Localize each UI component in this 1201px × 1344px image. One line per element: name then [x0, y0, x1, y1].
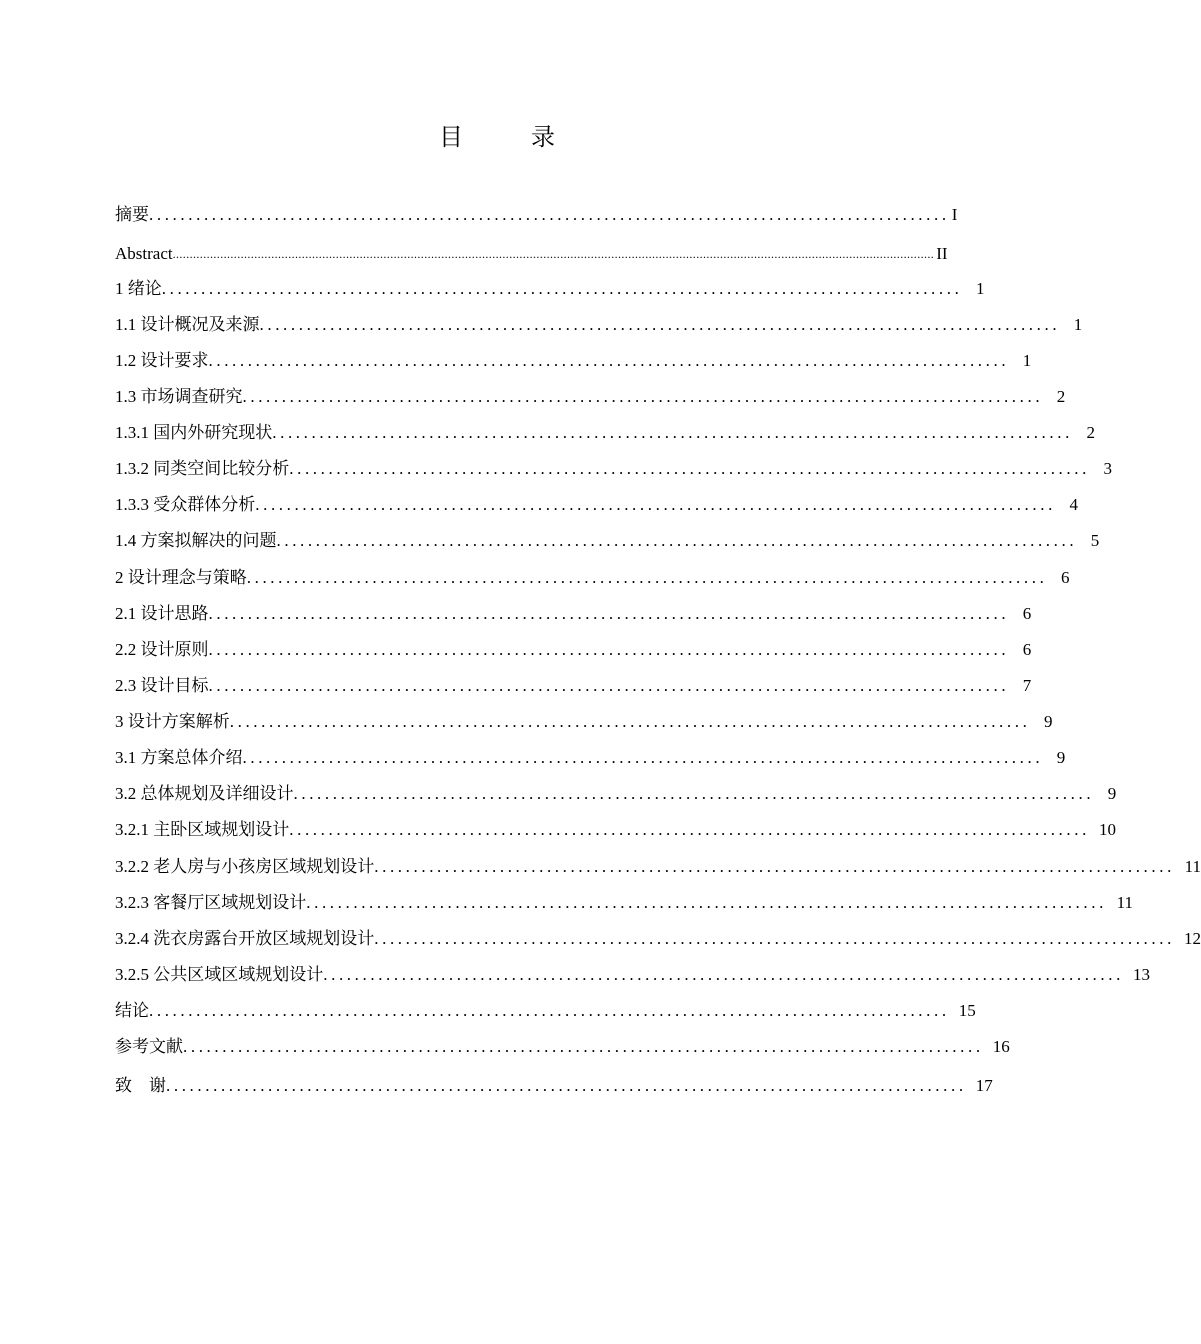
- toc-entry-abstract-cn[interactable]: [115, 202, 958, 226]
- toc-entry-label: 3.2.5 公共区域区域规划设计: [115, 965, 324, 984]
- toc-entry-section-1-3-2[interactable]: [115, 456, 1112, 480]
- toc-entry-abstract-en[interactable]: [115, 241, 948, 265]
- toc-entry-page: 11: [1116, 893, 1133, 912]
- toc-entry-page: 3: [1103, 459, 1112, 478]
- toc-leader-dots: ......................................................................................................: [149, 1001, 950, 1020]
- toc-entry-page: 6: [1060, 568, 1070, 587]
- toc-entry-section-1-1[interactable]: [115, 312, 1083, 336]
- toc-entry-page: 15: [958, 1001, 976, 1020]
- toc-entry-section-2-2[interactable]: [115, 637, 1032, 661]
- toc-entry-section-2-3[interactable]: [115, 673, 1032, 697]
- toc-leader-dots: ......................................................................................................: [149, 205, 950, 224]
- toc-entry-label: 3 设计方案解析: [115, 712, 230, 731]
- toc-entry-section-1-3[interactable]: [115, 384, 1066, 408]
- toc-entry-label: 1.3.3 受众群体分析: [115, 495, 256, 514]
- toc-leader-dots: ......................................................................................................: [323, 965, 1124, 984]
- toc-leader-dots: ......................................................................................................: [374, 929, 1175, 948]
- toc-leader-dots: ......................................................................................................: [289, 459, 1090, 478]
- toc-entry-conclusion[interactable]: [115, 998, 976, 1022]
- toc-leader-dots: ......................................................................................................: [208, 604, 1010, 623]
- toc-entry-page: 5: [1090, 531, 1100, 550]
- toc-leader-dots: ......................................................................................................: [208, 640, 1010, 659]
- toc-entry-page: I: [951, 205, 958, 224]
- toc-leader-dots: ......................................................................................................: [306, 893, 1107, 912]
- toc-entry-page: 9: [1043, 712, 1053, 731]
- toc-entry-label: 1.3 市场调查研究: [115, 387, 243, 406]
- toc-leader-dots: ......................................................................................................: [272, 423, 1073, 442]
- toc-entry-page: 7: [1022, 676, 1032, 695]
- toc-entry-label: 1.3.1 国内外研究现状: [115, 423, 273, 442]
- toc-entry-page: 11: [1184, 857, 1201, 876]
- toc-entry-page: 2: [1086, 423, 1095, 442]
- toc-entry-label: 3.2 总体规划及详细设计: [115, 784, 294, 803]
- toc-entry-section-3-1[interactable]: [115, 745, 1066, 769]
- toc-entry-chapter-1[interactable]: [115, 276, 985, 300]
- toc-entry-label: 结论: [115, 1001, 149, 1020]
- toc-entry-label: 1.2 设计要求: [115, 351, 209, 370]
- toc-entry-label: 1.4 方案拟解决的问题: [115, 531, 277, 550]
- toc-entry-section-1-4[interactable]: [115, 528, 1100, 552]
- toc-entry-label: Abstract: [115, 244, 173, 263]
- toc-entry-page: 12: [1183, 929, 1201, 948]
- toc-leader-dots: ......................................................................................................: [259, 315, 1061, 334]
- toc-entry-chapter-3[interactable]: [115, 709, 1053, 733]
- toc-entry-label: 致 谢: [115, 1076, 166, 1095]
- toc-entry-label: 摘要: [115, 205, 149, 224]
- toc-leader-dots: ......................................................................................................: [161, 279, 963, 298]
- toc-entry-section-3-2-2[interactable]: [115, 854, 1201, 878]
- toc-entry-label: 3.2.2 老人房与小孩房区域规划设计: [115, 857, 375, 876]
- toc-entry-label: 3.1 方案总体介绍: [115, 748, 243, 767]
- page-title: 目 录: [439, 125, 577, 151]
- toc-entry-label: 1 绪论: [115, 279, 162, 298]
- toc-leader-dots: ......................................................................................................: [183, 1037, 984, 1056]
- toc-entry-section-3-2-1[interactable]: [115, 817, 1116, 841]
- toc-entry-page: 16: [992, 1037, 1010, 1056]
- toc-leader-dots: ......................................................................................................: [229, 712, 1031, 731]
- toc-leader-dots: ......................................................................................................: [276, 531, 1078, 550]
- toc-leader-dots: ......................................................................................................: [293, 784, 1095, 803]
- toc-leader-dots: ......................................................................................................: [374, 857, 1175, 876]
- toc-leader-dots: ......................................................................................................: [208, 351, 1010, 370]
- toc-entry-page: 6: [1022, 640, 1032, 659]
- toc-entry-section-1-3-1[interactable]: [115, 420, 1095, 444]
- toc-leader-dots: ......................................................................................................: [255, 495, 1056, 514]
- toc-leader-dots: ......................................................................................................: [242, 748, 1044, 767]
- toc-entry-section-3-2[interactable]: [115, 781, 1117, 805]
- toc-entry-page: 9: [1107, 784, 1117, 803]
- toc-leader-dots: ......................................................................................................: [208, 676, 1010, 695]
- toc-leader-dots: ......................................................................................................: [246, 568, 1048, 587]
- toc-entry-page: 13: [1132, 965, 1150, 984]
- toc-entry-label: 2.3 设计目标: [115, 676, 209, 695]
- toc-leader-dots: ......................................................................................................: [289, 820, 1090, 839]
- toc-entry-page: 1: [975, 279, 985, 298]
- toc-entry-page: 1: [1073, 315, 1083, 334]
- toc-leader-dots: ................................................................................................................................................................................................................................: [172, 247, 935, 261]
- toc-entry-section-3-2-4[interactable]: [115, 926, 1201, 950]
- toc-entry-label: 2.1 设计思路: [115, 604, 209, 623]
- toc-entry-references[interactable]: [115, 1034, 1010, 1058]
- toc-leader-dots: ......................................................................................................: [242, 387, 1044, 406]
- toc-entry-page: II: [936, 244, 948, 263]
- toc-entry-page: 10: [1098, 820, 1116, 839]
- toc-entry-label: 2 设计理念与策略: [115, 568, 247, 587]
- toc-entry-section-1-2[interactable]: [115, 348, 1032, 372]
- toc-entry-acknowledgements[interactable]: [115, 1073, 993, 1097]
- toc-entry-label: 2.2 设计原则: [115, 640, 209, 659]
- toc-entry-section-3-2-3[interactable]: [115, 890, 1133, 914]
- toc-entry-section-2-1[interactable]: [115, 601, 1032, 625]
- toc-leader-dots: ......................................................................................................: [166, 1076, 967, 1095]
- toc-entry-page: 4: [1069, 495, 1078, 514]
- toc-entry-page: 17: [975, 1076, 993, 1095]
- toc-entry-label: 1.3.2 同类空间比较分析: [115, 459, 290, 478]
- toc-entry-section-3-2-5[interactable]: [115, 962, 1150, 986]
- toc-entry-page: 1: [1022, 351, 1032, 370]
- toc-entry-label: 3.2.4 洗衣房露台开放区域规划设计: [115, 929, 375, 948]
- toc-entry-page: 6: [1022, 604, 1032, 623]
- toc-entry-chapter-2[interactable]: [115, 565, 1070, 589]
- toc-entry-section-1-3-3[interactable]: [115, 492, 1078, 516]
- toc-entry-label: 3.2.1 主卧区域规划设计: [115, 820, 290, 839]
- toc-entry-label: 1.1 设计概况及来源: [115, 315, 260, 334]
- toc-entry-page: 2: [1056, 387, 1066, 406]
- toc-entry-label: 参考文献: [115, 1037, 183, 1056]
- toc-entry-label: 3.2.3 客餐厅区域规划设计: [115, 893, 307, 912]
- toc-entry-page: 9: [1056, 748, 1066, 767]
